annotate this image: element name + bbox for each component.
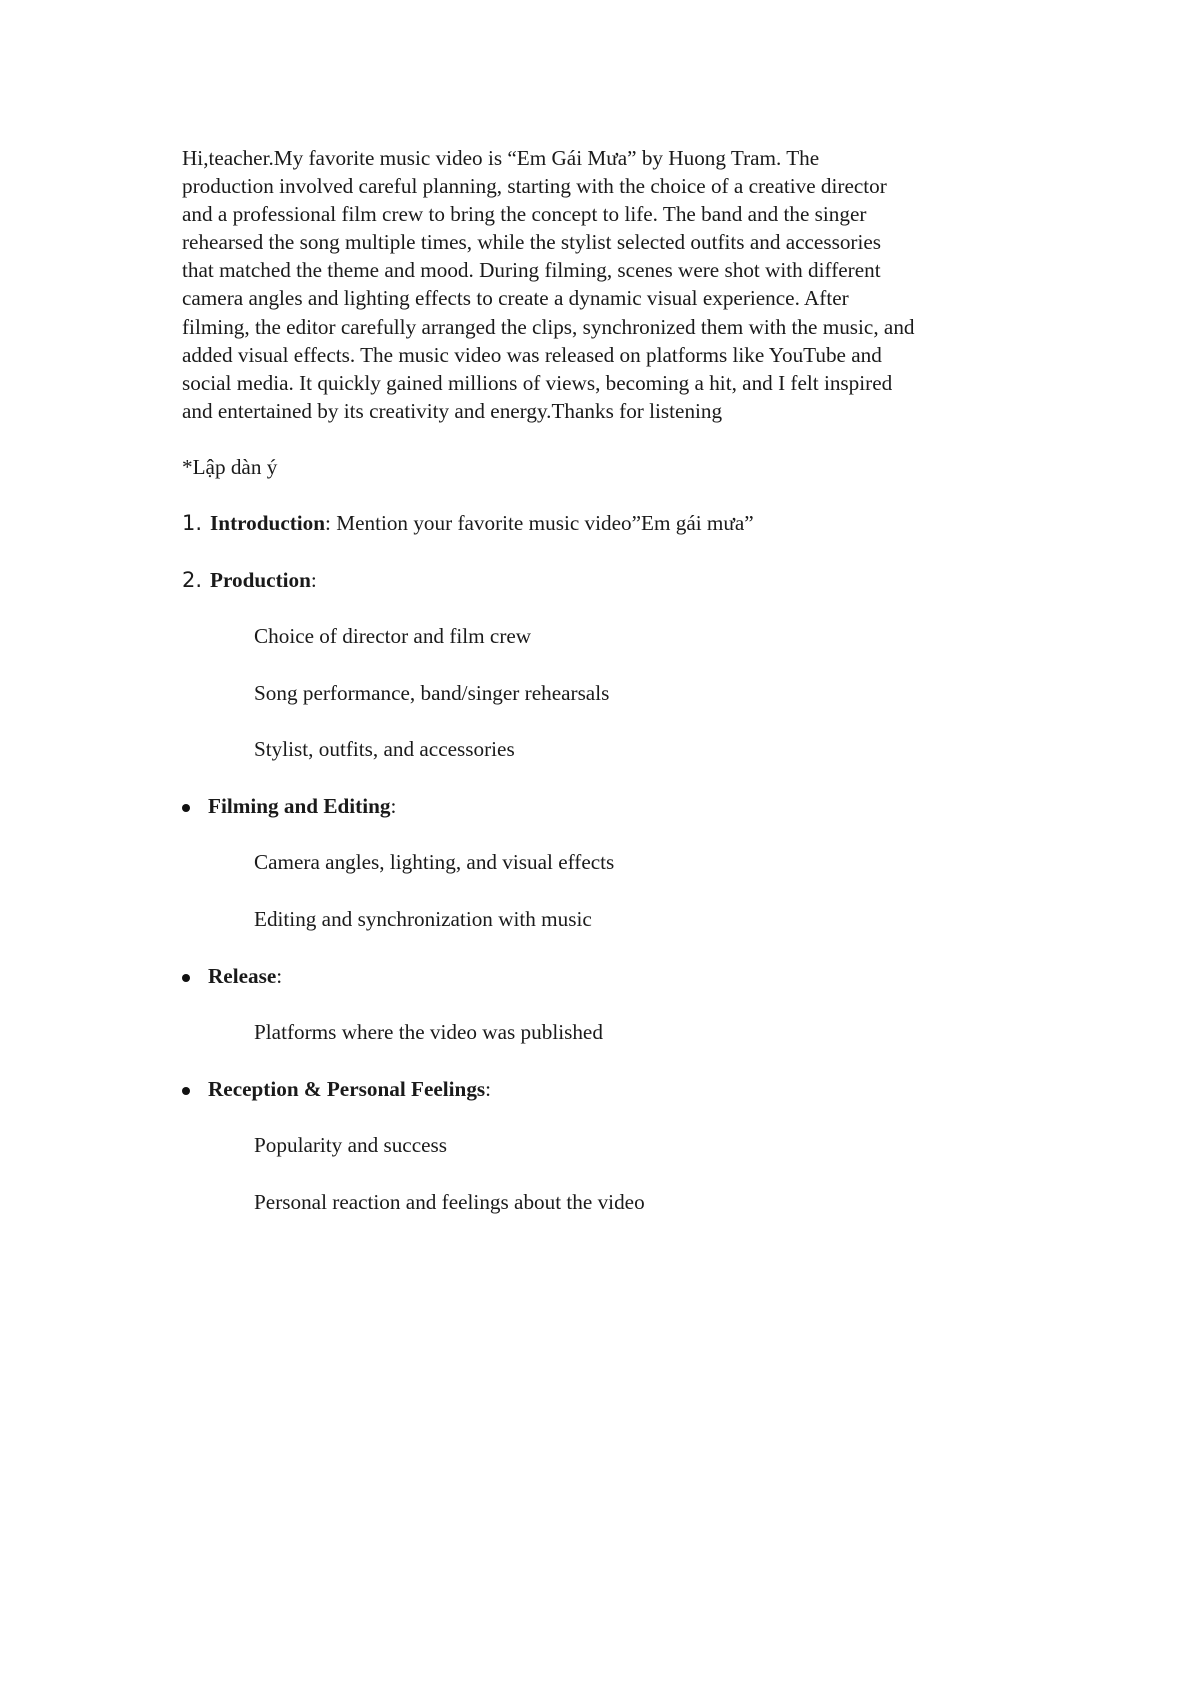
item-text: : Mention your favorite music video”Em gái mưa”	[325, 511, 754, 535]
sub-item: Stylist, outfits, and accessories	[254, 737, 515, 761]
bullet-icon	[182, 804, 190, 812]
sub-item: Song performance, band/singer rehearsals	[254, 681, 610, 705]
intro-line: that matched the theme and mood. During filming, scenes were shot with different	[182, 258, 881, 283]
item-heading: Production	[210, 568, 311, 592]
intro-line: and a professional film crew to bring the concept to life. The band and the singer	[182, 202, 867, 227]
item-heading: Release	[208, 964, 277, 988]
item-number: 2.	[182, 568, 203, 592]
outline-item-filming-editing	[208, 792, 396, 820]
sub-item: Personal reaction and feelings about the video	[254, 1190, 645, 1214]
sub-item: Editing and synchronization with music	[254, 907, 592, 931]
item-heading: Filming and Editing	[208, 794, 391, 818]
outline-title: *Lập dàn ý	[182, 455, 278, 479]
intro-line: rehearsed the song multiple times, while the stylist selected outfits and accessories	[182, 230, 882, 255]
outline-item-introduction	[182, 509, 754, 537]
item-text: :	[485, 1077, 492, 1101]
intro-line: filming, the editor carefully arranged the clips, synchronized them with the music, and	[182, 314, 915, 339]
outline-item-release	[208, 962, 282, 990]
intro-line: social media. It quickly gained millions of views, becoming a hit, and I felt inspired	[182, 370, 893, 395]
item-number: 1.	[182, 511, 203, 535]
sub-item: Camera angles, lighting, and visual effects	[254, 850, 615, 874]
bullet-icon	[182, 1087, 190, 1095]
intro-line: Hi,teacher.My favorite music video is “Em Gái Mưa” by Huong Tram. The	[182, 146, 820, 170]
item-text: :	[276, 964, 283, 988]
sub-item: Platforms where the video was published	[254, 1020, 603, 1044]
outline-item-production	[182, 566, 317, 594]
item-heading: Reception & Personal Feelings	[208, 1077, 486, 1101]
item-text: :	[310, 568, 317, 592]
outline-item-reception	[208, 1075, 491, 1103]
intro-line: and entertained by its creativity and energy.Thanks for listening	[182, 398, 723, 423]
intro-line: production involved careful planning, starting with the choice of a creative director	[182, 174, 887, 199]
bullet-icon	[182, 974, 190, 982]
item-heading: Introduction	[210, 511, 326, 535]
sub-item: Popularity and success	[254, 1133, 448, 1157]
intro-line: added visual effects. The music video was released on platforms like YouTube and	[182, 342, 882, 367]
sub-item: Choice of director and film crew	[254, 624, 532, 648]
item-text: :	[390, 794, 397, 818]
intro-paragraph	[182, 144, 1042, 425]
intro-line: camera angles and lighting effects to create a dynamic visual experience. After	[182, 286, 849, 311]
